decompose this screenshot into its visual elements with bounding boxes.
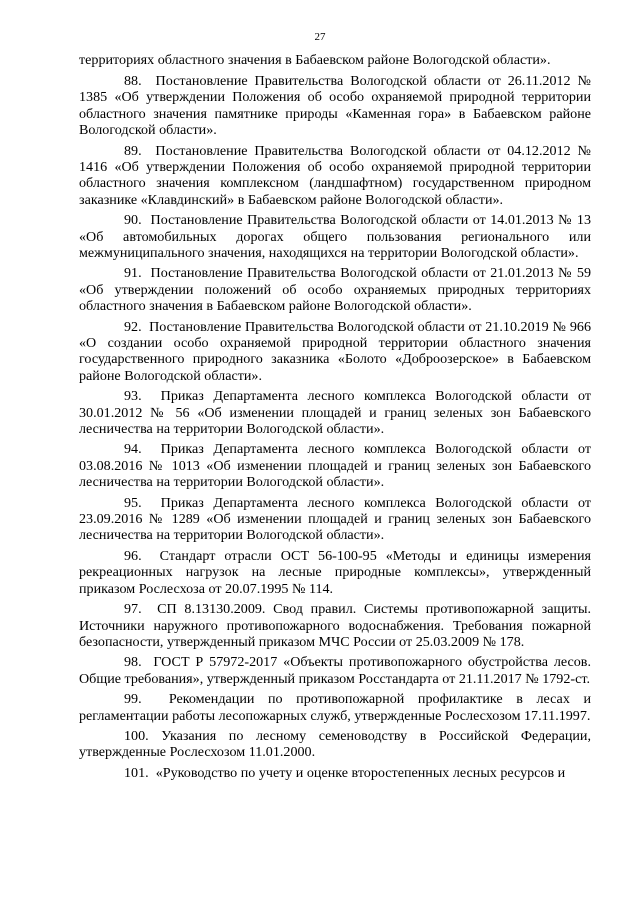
item-number: 99.: [124, 691, 142, 708]
item-text: Постановление Правительства Вологодской области от 21.10.2019 № 966 «О создании особо охраняемой природной территории областного значения государственного природного заказника «Болото «Доброозерское» в Бабаевском районе Вологодской области».: [79, 318, 591, 384]
list-item-88: [79, 73, 591, 139]
item-text: Постановление Правительства Вологодской области от 14.01.2013 № 13 «Об автомобильных дорогах общего пользования регионального или межмуниципального значения, находящихся на территории Вологодской области».: [79, 212, 591, 261]
item-number: 90.: [124, 212, 142, 229]
item-text: «Руководство по учету и оценке второстепенных лесных ресурсов и: [155, 764, 566, 781]
continuation-paragraph: территориях областного значения в Бабаевском районе Вологодской области».: [79, 52, 551, 68]
document-body: [79, 52, 591, 785]
list-item-97: [79, 601, 591, 650]
list-item-91: [79, 265, 591, 314]
page-number: 27: [314, 31, 326, 43]
item-text: Постановление Правительства Вологодской области от 21.01.2013 № 59 «Об утверждении положений об особо охраняемых природных территориях областного значения в Бабаевском районе Вологодской области».: [79, 265, 591, 315]
item-number: 100.: [124, 727, 149, 744]
item-number: 89.: [124, 142, 142, 159]
item-text: Приказ Департамента лесного комплекса Вологодской области от 23.09.2016 № 1289 «Об изменении площадей и границ зеленых зон Бабаевского лесничества на территории Вологодской области».: [79, 494, 591, 544]
list-item-95: [79, 495, 591, 544]
item-number: 92.: [124, 318, 142, 335]
item-text: Приказ Департамента лесного комплекса Вологодской области от 30.01.2012 № 56 «Об изменении площадей и границ зеленых зон Бабаевского лесничества на территории Вологодской области».: [79, 388, 591, 438]
item-text: Рекомендации по противопожарной профилактике в лесах и регламентации работы лесопожарных служб, утвержденные Рослесхозом 17.11.1997.: [79, 691, 591, 724]
list-item-98: [79, 654, 591, 687]
list-item-96: [79, 548, 591, 597]
item-text: СП 8.13130.2009. Свод правил. Системы противопожарной защиты. Источники наружного противопожарного водоснабжения. Требования пожарной безопасности, утвержденный приказом МЧС России от 25.03.2009 № 178.: [79, 601, 591, 650]
list-item-92: [79, 319, 591, 385]
item-number: 94.: [124, 441, 142, 458]
list-item-89: [79, 143, 591, 209]
item-text: Стандарт отрасли ОСТ 56-100-95 «Методы и единицы измерения рекреационных нагрузок на лесные природные комплексы», утвержденный приказом Рослесхоза от 20.07.1995 № 114.: [79, 547, 591, 597]
item-text: Приказ Департамента лесного комплекса Вологодской области от 03.08.2016 № 1013 «Об изменении площадей и границ зеленых зон Бабаевского лесничества на территории Вологодской области».: [79, 441, 591, 491]
item-text: Указания по лесному семеноводству в Российской Федерации, утвержденные Рослесхозом 11.01.2000.: [79, 727, 591, 761]
item-number: 91.: [124, 265, 142, 282]
item-number: 88.: [124, 72, 142, 89]
list-item-94: [79, 441, 591, 490]
item-number: 98.: [124, 654, 142, 671]
item-text: ГОСТ Р 57972-2017 «Объекты противопожарного обустройства лесов. Общие требования», утвержденный приказом Росстандарта от 21.11.2017 № 1792-ст.: [79, 654, 591, 687]
item-number: 93.: [124, 388, 142, 405]
item-text: Постановление Правительства Вологодской области от 26.11.2012 № 1385 «Об утверждении Положения об особо охраняемой природной территории областного значения памятнике природы «Каменная гора» в Бабаевском районе Вологодской области».: [79, 72, 591, 139]
item-number: 96.: [124, 547, 142, 564]
list-item-93: [79, 388, 591, 437]
list-item-99: [79, 691, 591, 724]
list-item-100: [79, 728, 591, 761]
list-item-101: [79, 765, 591, 781]
item-number: 95.: [124, 494, 142, 511]
item-number: 97.: [124, 601, 142, 618]
item-text: Постановление Правительства Вологодской области от 04.12.2012 № 1416 «Об утверждении Положения об особо охраняемой природной территории областного значения комплексном (ландшафтном) государственном природном заказнике «Клавдинский» в Бабаевском районе Вологодской области».: [79, 142, 592, 208]
item-number: 101.: [124, 764, 149, 781]
list-item-90: [79, 212, 591, 261]
